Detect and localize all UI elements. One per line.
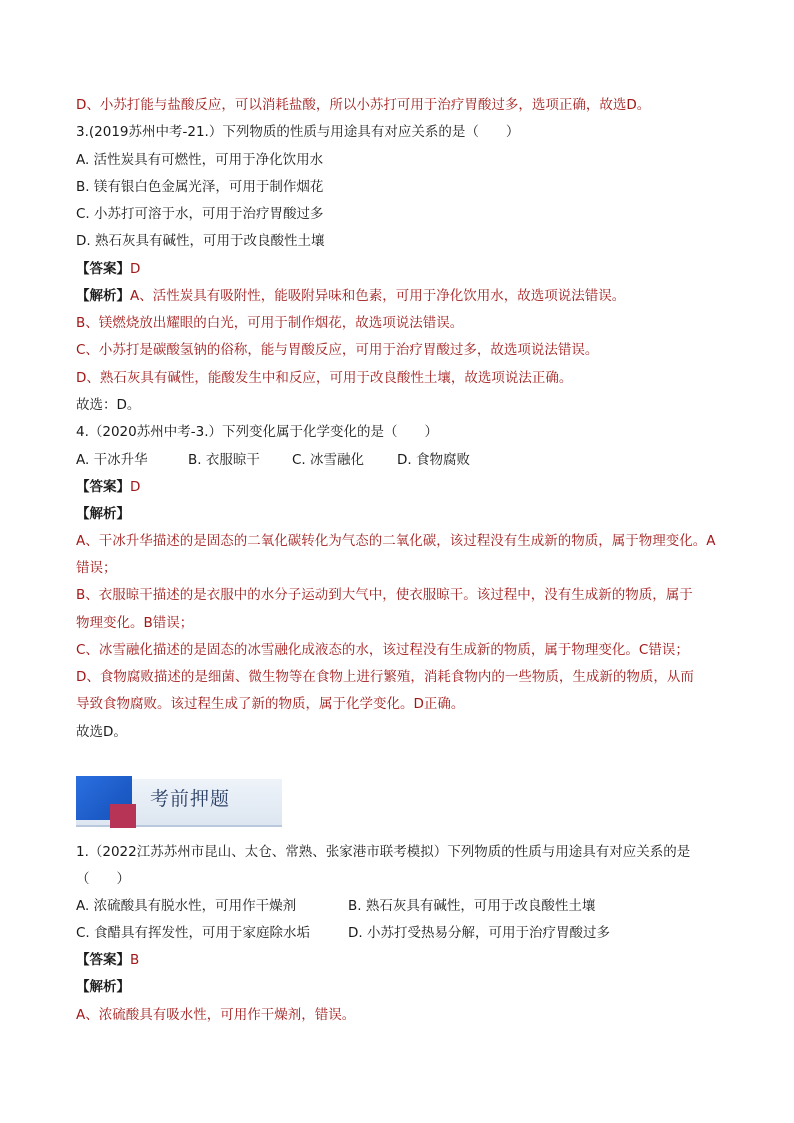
question-4-option-d: D. 食物腐败 (397, 452, 470, 468)
prev-analysis-d: D、小苏打能与盐酸反应，可以消耗盐酸，所以小苏打可用于治疗胃酸过多，选项正确，故选D。 (76, 97, 651, 113)
banner-crimson-block (110, 804, 136, 828)
question-4-stem: 4.（2020苏州中考-3.）下列变化属于化学变化的是（ ） (76, 424, 438, 440)
question-3-analysis (76, 287, 625, 305)
question-4-conclusion: 故选D。 (76, 724, 127, 740)
question-3-stem: 3.(2019苏州中考-21.）下列物质的性质与用途具有对应关系的是（ ） (76, 124, 520, 140)
analysis-b: B、衣服晾干描述的是衣服中的水分子运动到大气中，使衣服晾干。该过程中，没有生成新的物质，属于 (76, 587, 693, 603)
exam-question-1-option-b: B. 熟石灰具有碱性，可用于改良酸性土壤 (348, 898, 596, 914)
question-4-option-a: A. 干冰升华 (76, 452, 148, 468)
analysis-a: A、活性炭具有吸附性，能吸附异味和色素，可用于净化饮用水，故选项说法错误。 (130, 288, 626, 304)
exam-question-1-option-d: D. 小苏打受热易分解，可用于治疗胃酸过多 (348, 925, 610, 941)
exam-question-1-option-a: A. 浓硫酸具有脱水性，可用作干燥剂 (76, 898, 297, 914)
analysis-label: 【解析】 (76, 288, 130, 304)
exam-question-1-analysis-label: 【解析】 (76, 979, 130, 995)
question-4-answer (76, 478, 140, 496)
answer-value: B (130, 952, 140, 968)
section-banner (76, 776, 282, 828)
question-3-option-d: D. 熟石灰具有碱性，可用于改良酸性土壤 (76, 233, 325, 249)
analysis-d-cont: 导致食物腐败。该过程生成了新的物质，属于化学变化。D正确。 (76, 696, 465, 712)
answer-label: 【答案】 (76, 952, 130, 968)
banner-title: 考前押题 (150, 788, 231, 810)
analysis-a: A、干冰升华描述的是固态的二氧化碳转化为气态的二氧化碳，该过程没有生成新的物质，属于物理变化。A (76, 533, 716, 549)
exam-question-1-option-c: C. 食醋具有挥发性，可用于家庭除水垢 (76, 925, 311, 941)
analysis-d: D、熟石灰具有碱性，能酸发生中和反应，可用于改良酸性土壤，故选项说法正确。 (76, 370, 573, 386)
analysis-b: B、镁燃烧放出耀眼的白光，可用于制作烟花，故选项说法错误。 (76, 315, 464, 331)
question-3-answer (76, 260, 140, 278)
exam-question-1-blank: （ ） (76, 871, 130, 887)
answer-label: 【答案】 (76, 479, 130, 495)
exam-question-1-answer (76, 951, 139, 969)
question-3-conclusion: 故选：D。 (76, 397, 141, 413)
analysis-b-cont: 物理变化。B错误； (76, 615, 194, 631)
analysis-d: D、食物腐败描述的是细菌、微生物等在食物上进行繁殖，消耗食物内的一些物质，生成新的物质，从而 (76, 669, 694, 685)
analysis-a-cont: 错误； (76, 560, 117, 576)
question-3-option-a: A. 活性炭具有可燃性，可用于净化饮用水 (76, 152, 324, 168)
question-3-option-c: C. 小苏打可溶于水，可用于治疗胃酸过多 (76, 206, 324, 222)
analysis-c: C、小苏打是碳酸氢钠的俗称，能与胃酸反应，可用于治疗胃酸过多，故选项说法错误。 (76, 342, 599, 358)
analysis-a: A、浓硫酸具有吸水性，可用作干燥剂，错误。 (76, 1007, 356, 1023)
question-4-analysis-label: 【解析】 (76, 506, 130, 522)
answer-value: D (130, 479, 141, 495)
analysis-c: C、冰雪融化描述的是固态的冰雪融化成液态的水，该过程没有生成新的物质，属于物理变化。C错误； (76, 642, 689, 658)
question-3-option-b: B. 镁有银白色金属光泽，可用于制作烟花 (76, 179, 324, 195)
question-4-option-b: B. 衣服晾干 (188, 452, 260, 468)
answer-label: 【答案】 (76, 261, 130, 277)
exam-question-1-stem: 1.（2022江苏苏州市昆山、太仓、常熟、张家港市联考模拟）下列物质的性质与用途具有对应关系的是 (76, 844, 691, 860)
question-4-option-c: C. 冰雪融化 (292, 452, 365, 468)
answer-value: D (130, 261, 141, 277)
